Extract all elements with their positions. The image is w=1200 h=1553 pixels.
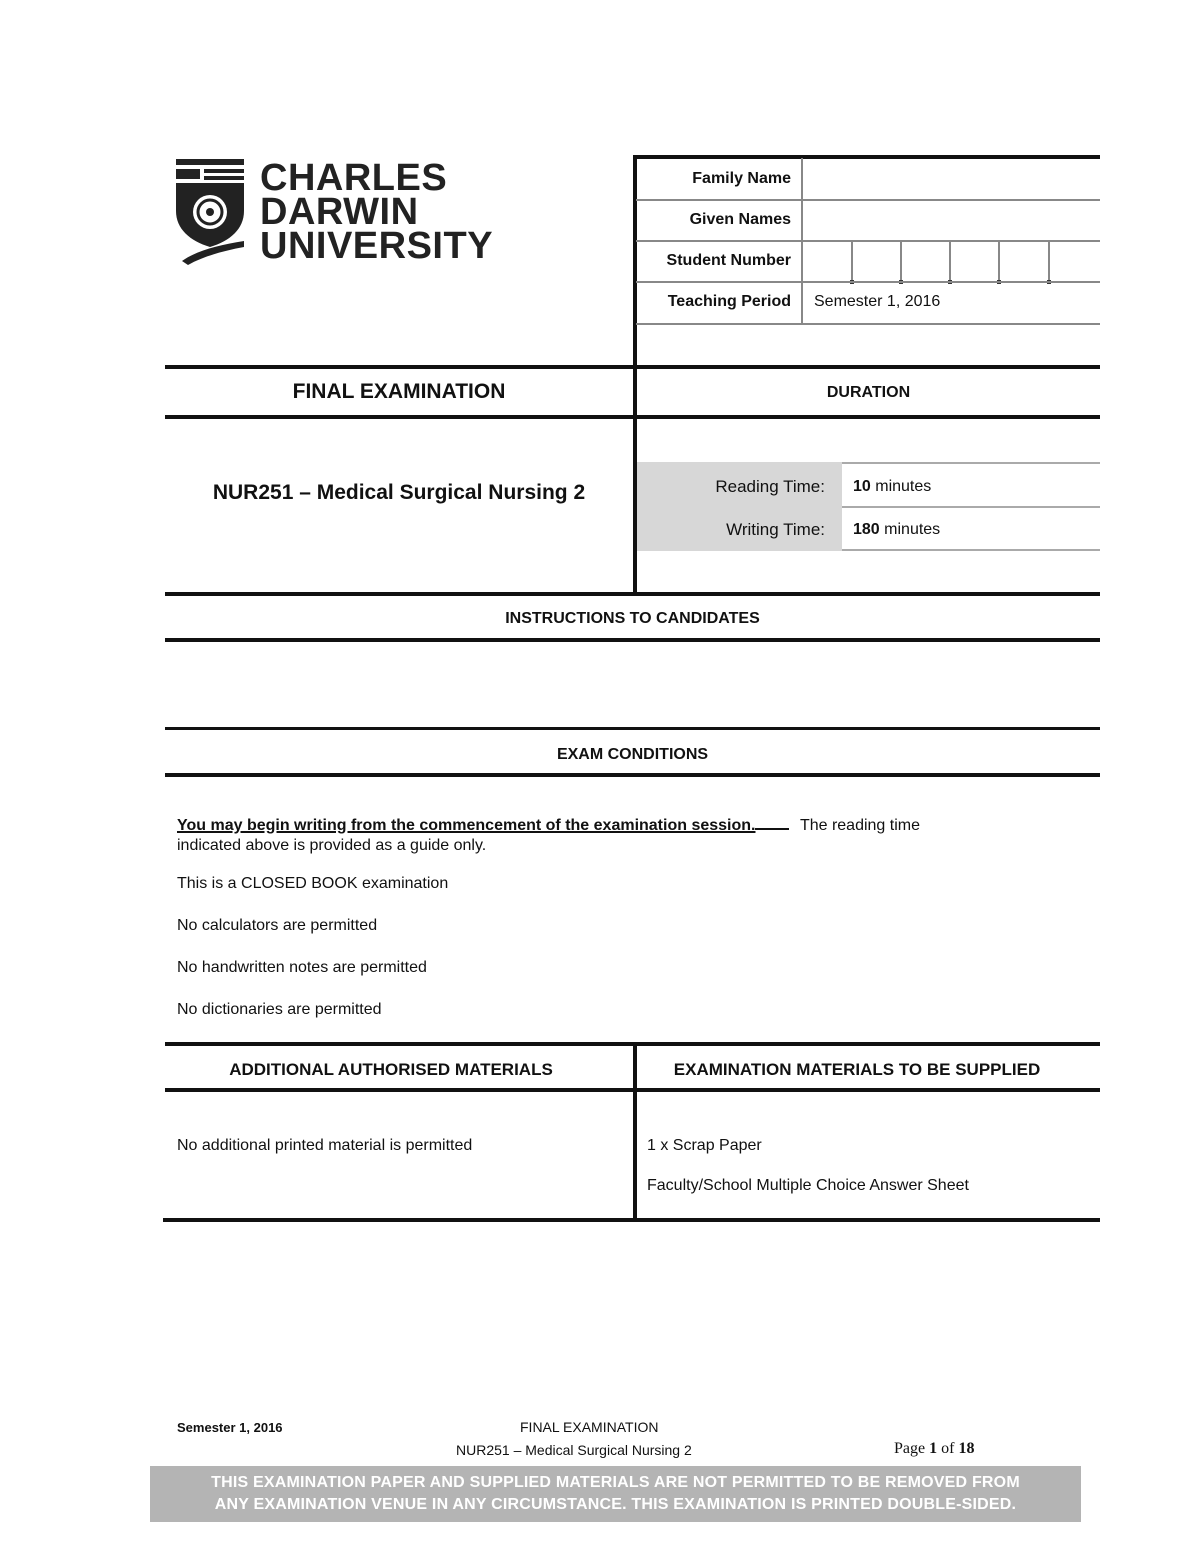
digit-box-divider: [998, 240, 1000, 284]
reading-time-label: Reading Time:: [715, 477, 825, 496]
authorised-materials-heading: ADDITIONAL AUTHORISED MATERIALS: [229, 1060, 553, 1079]
family-name-label: Family Name: [692, 170, 791, 187]
writing-time-unit: minutes: [884, 521, 941, 538]
underline-gap: [755, 814, 789, 830]
notice-line-2: ANY EXAMINATION VENUE IN ANY CIRCUMSTANCE. THIS EXAMINATION IS PRINTED DOUBLE-SIDED.: [214, 1496, 1017, 1513]
condition-rest: The reading time: [799, 817, 920, 834]
condition-item: No handwritten notes are permitted: [177, 959, 427, 976]
condition-item: No dictionaries are permitted: [177, 1001, 382, 1018]
reading-time-value: [853, 478, 931, 496]
logo-line-darwin: DARWIN: [260, 191, 419, 233]
page-number: [894, 1440, 974, 1458]
unit-title: NUR251 – Medical Surgical Nursing 2: [212, 481, 586, 504]
teaching-period-label: Teaching Period: [667, 293, 791, 310]
section-rule: [165, 773, 1100, 777]
logo-line-charles: CHARLES: [260, 157, 448, 199]
notice-line-1: THIS EXAMINATION PAPER AND SUPPLIED MATERIALS ARE NOT PERMITTED TO BE REMOVED FROM: [211, 1474, 1020, 1491]
crest-icon: [174, 157, 246, 265]
condition-second-line: indicated above is provided as a guide only.: [177, 837, 487, 854]
exam-conditions-heading: EXAM CONDITIONS: [556, 746, 709, 763]
section-rule: [163, 1218, 1100, 1222]
section-rule: [165, 727, 1100, 730]
column-divider: [633, 1045, 637, 1222]
row-rule: [842, 549, 1100, 551]
section-rule: [165, 592, 1100, 596]
reading-time-unit: minutes: [875, 478, 932, 495]
row-rule: [636, 199, 1100, 201]
row-rule: [636, 323, 1100, 325]
row-rule: [636, 281, 1100, 283]
final-examination-heading: FINAL EXAMINATION: [292, 380, 506, 403]
page-current: 1: [929, 1440, 938, 1457]
authorised-materials-text: No additional printed material is permitted: [177, 1137, 473, 1154]
given-names-label: Given Names: [689, 211, 791, 228]
logo-line-university: UNIVERSITY: [260, 225, 494, 267]
footer-unit: NUR251 – Medical Surgical Nursing 2: [456, 1442, 692, 1458]
condition-item: This is a CLOSED BOOK examination: [177, 875, 449, 892]
supplied-item: 1 x Scrap Paper: [647, 1137, 762, 1154]
supplied-item: Faculty/School Multiple Choice Answer Sheet: [647, 1177, 969, 1194]
digit-box-divider: [949, 240, 951, 284]
page-prefix: Page: [894, 1440, 926, 1457]
condition-emphasis: You may begin writing from the commencement of the examination session.: [177, 817, 756, 834]
student-number-label: Student Number: [666, 252, 791, 269]
page-total: 18: [958, 1440, 975, 1457]
writing-time-value: [853, 521, 940, 539]
row-rule: [636, 240, 1100, 242]
digit-box-divider: [1048, 240, 1050, 284]
footer-semester: Semester 1, 2016: [177, 1420, 283, 1435]
supplied-materials-heading: EXAMINATION MATERIALS TO BE SUPPLIED: [673, 1060, 1041, 1079]
instructions-heading: INSTRUCTIONS TO CANDIDATES: [505, 610, 760, 627]
duration-heading: DURATION: [826, 384, 911, 401]
writing-time-number: 180: [853, 521, 880, 538]
page-of: of: [941, 1440, 955, 1457]
section-rule: [165, 638, 1100, 642]
footer-exam-title: FINAL EXAMINATION: [520, 1419, 659, 1435]
digit-box-divider: [851, 240, 853, 284]
row-rule: [842, 506, 1100, 508]
row-rule: [842, 462, 1100, 464]
header-divider: [633, 155, 637, 366]
condition-first-line: [177, 814, 1057, 835]
table-top-rule: [633, 155, 1100, 159]
teaching-period-value: Semester 1, 2016: [814, 293, 941, 310]
condition-item: No calculators are permitted: [177, 917, 378, 934]
university-logo: [174, 157, 534, 265]
removal-notice: [150, 1466, 1081, 1522]
reading-time-number: 10: [853, 478, 871, 495]
digit-box-divider: [900, 240, 902, 284]
writing-time-label: Writing Time:: [726, 520, 825, 539]
